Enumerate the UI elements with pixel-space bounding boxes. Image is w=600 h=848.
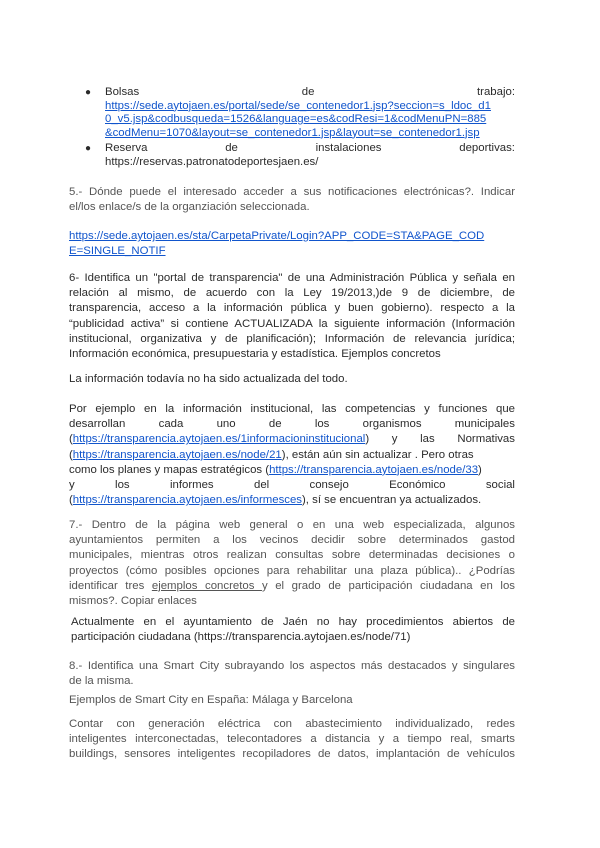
question-7: 7.- Dentro de la página web general o en una web especializada, algunos ayuntamientos permiten a los vecinos decidir sobre determinados gastod municipales, mientras otros realizan consultas sobre determinadas decisiones o proyectos (cómo posibles opciones para rehabilitar una plaza pública).. ¿Podrías identificar tres ejemplos concretos y el grado de participación ciudadana en los mismos?. Copiar enlaces [69, 519, 515, 608]
reservas-url: https://reservas.patronatodeportesjaen.es/ [105, 155, 319, 168]
q6-answer: La información todavía no ha sido actualizada del todo. [69, 373, 348, 385]
bolsas-link[interactable]: &codMenu=1070&layout=se_contenedor1.jsp&layout=se_contenedor1.jsp [105, 126, 480, 139]
bullet-label: Bolsas [105, 86, 140, 98]
smart-city-examples: Ejemplos de Smart City en España: Málaga y Barcelona [69, 694, 353, 706]
question-5: 5.- Dónde puede el interesado acceder a sus notificaciones electrónicas?. Indicar el/los enlace/s de la organziación seleccionada. [69, 186, 515, 214]
q7-answer: Actualmente en el ayuntamiento de Jaén no hay procedimientos abiertos de participación ciudadana (https://transparencia.aytojaen.es/node/71) [71, 616, 515, 644]
planes-link[interactable]: https://transparencia.aytojaen.es/node/33 [269, 463, 479, 476]
q6-examples: Por ejemplo en la información institucional, las competencias y funciones que desarrollan cada uno de los organismos municipales (https://transparencia.aytojaen.es/1informacioninstitucional) y las Normativas (https://transparencia.aytojaen.es/node/21), están aún sin actualizar . Pero otras como los planes y mapas estratégicos (https://transparencia.aytojaen.es/node/33) y los informes del consejo Económico social (https://transparencia.aytojaen.es/informesces), sí se encuentran ya actualizados. [69, 403, 515, 507]
bolsas-link[interactable]: https://sede.aytojaen.es/portal/sede/se_contenedor1.jsp?seccion=s_ldoc_d1 [105, 99, 491, 112]
info-institucional-link[interactable]: https://transparencia.aytojaen.es/1informacioninstitucional [72, 433, 366, 446]
bolsas-link[interactable]: 0_v5.jsp&codbusqueda=1526&language=es&codResi=1&codMenuPN=885 [105, 113, 487, 126]
bullet-icon: ● [85, 143, 92, 154]
question-6: 6- Identifica un "portal de transparencia" de una Administración Pública y señala en relación al mismo, de acuerdo con la Ley 19/2013,)de 9 de diciembre, de transparencia, acceso a la información pública y buen gobierno). respecto a la “publicidad activa” si contiene ACTUALIZADA la siguiente información (Información institucional, organizativa y de planificación); Información de relevancia jurídica; Información económica, presupuestaria y estadística. Ejemplos concretos [69, 272, 515, 361]
smart-city-body: Contar con generación eléctrica con abastecimiento individualizado, redes inteligentes interconectadas, telecontadores a distancia y a tiempo real, smarts buildings, sensores inteligentes recopiladores de datos, implantación de vehículos [69, 718, 515, 761]
notificaciones-link[interactable]: https://sede.aytojaen.es/sta/CarpetaPrivate/Login?APP_CODE=STA&PAGE_COD E=SINGLE_NOTIF [69, 230, 485, 258]
question-8: 8.- Identifica una Smart City subrayando los aspectos más destacados y singulares de la misma. [69, 660, 515, 688]
document-page: ● Bolsas de trabajo: https://sede.aytojaen.es/portal/sede/se_contenedor1.jsp?seccion=s_ldoc_d1 0_v5.jsp&codbusqueda=1526&language=es&codResi=1&codMenuPN=885 &codMenu=1070&layout=se_contenedor1.jsp&layout=se_contenedor1.jsp ● Reserva de instalaciones deportivas: https://reservas.patronatodeportesjaen.es/ 5.- Dónde puede el interesado acceder a sus notificaciones electrónicas?. Indicar el/los enlace/s de la organziación seleccionada. https://sede.aytojaen.es/sta/CarpetaPrivate/Login?APP_CODE=STA&PAGE_COD E=SINGLE_NOTIF 6- Identifica un "portal de transparencia" de una Administración Pública y señala en relación al mismo, de acuerdo con la Ley 19/2013,)de 9 de diciembre, de transparencia, acceso a la información pública y buen gobierno). respecto a la “publicidad activa” si contiene ACTUALIZADA la siguiente información (Información institucional, organizativa y de planificación); Información de relevancia jurídica; Información económica, presupuestaria y estadística. Ejemplos concretos La información todavía no ha sido actualizada del todo. Por ejemplo en la información institucional, las competencias y funciones que desarrollan cada uno de los organismos municipales (https://transparencia.aytojaen.es/1informacioninstitucional) y las Normativas (https://transparencia.aytojaen.es/node/21), están aún sin actualizar . Pero otras como los planes y mapas estratégicos (https://transparencia.aytojaen.es/node/33) y los informes del consejo Económico social (https://transparencia.aytojaen.es/informesces), sí se encuentran ya actualizados. 7.- Dentro de la página web general o en una web especializada, algunos ayuntamientos permiten a los vecinos decidir sobre determinados gastod municipales, mientras otros realizan consultas sobre determinadas decisiones o proyectos (cómo posibles opciones para rehabilitar una plaza pública).. ¿Podrías identificar tres ejemplos concretos y el grado de participación ciudadana en los mismos?. Copiar enlaces Actualmente en el ayuntamiento de Jaén no hay procedimientos abiertos de participación ciudadana (https://transparencia.aytojaen.es/node/71) 8.- Identifica una Smart City subrayando los aspectos más destacados y singulares de la misma. Ejemplos de Smart City en España: Málaga y Barcelona Contar con generación eléctrica con abastecimiento individualizado, redes inteligentes interconectadas, telecontadores a distancia y a tiempo real, smarts buildings, sensores inteligentes recopiladores de datos, implantación de vehículos [0, 0, 600, 848]
bullet-icon: ● [85, 87, 92, 98]
normativas-link[interactable]: https://transparencia.aytojaen.es/node/21 [72, 448, 282, 461]
informes-ces-link[interactable]: https://transparencia.aytojaen.es/informesces [72, 494, 302, 507]
